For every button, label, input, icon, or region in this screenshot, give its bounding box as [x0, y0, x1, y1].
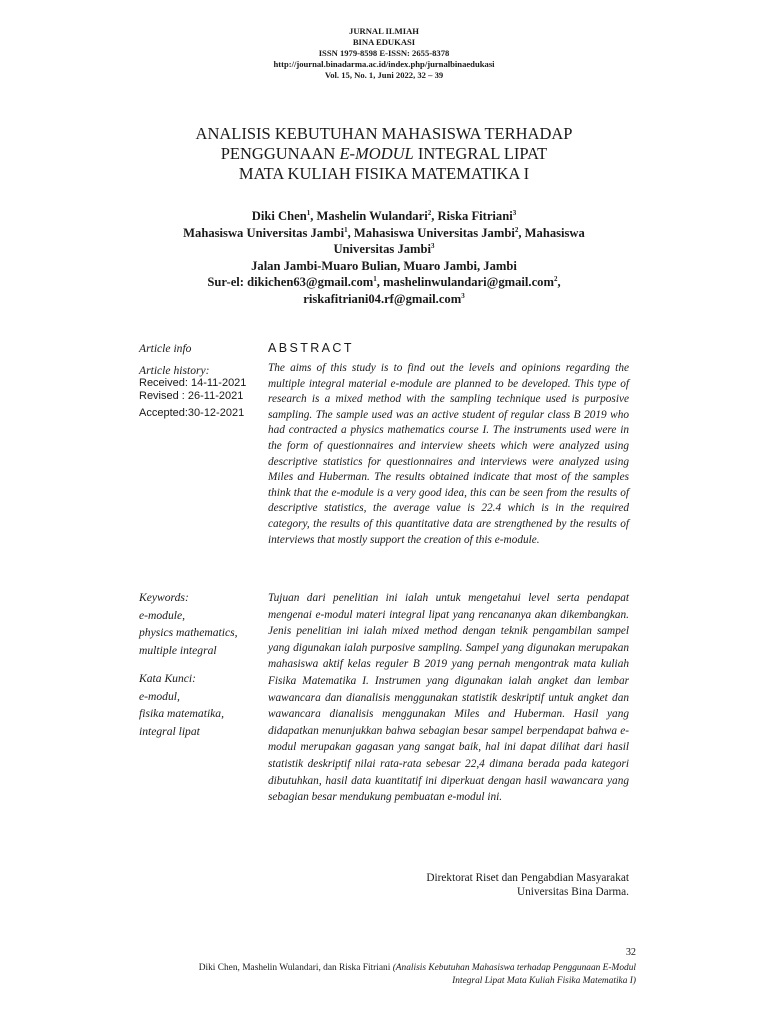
journal-issn: ISSN 1979-8598 E-ISSN: 2655-8378 — [318, 48, 450, 58]
keywords-label: Keywords: — [139, 591, 189, 604]
received-date: Received: 14-11-2021 — [139, 377, 247, 390]
author-sep: , — [310, 209, 317, 223]
affiliation-line-1 — [100, 225, 668, 242]
article-history-label: Article history: — [139, 364, 210, 377]
author-sep: , — [431, 209, 438, 223]
directorate-line-1: Direktorat Riset dan Pengabdian Masyarakat — [426, 872, 629, 884]
journal-name: JURNAL ILMIAH — [349, 26, 419, 36]
footer-line-2: Integral Lipat Mata Kuliah Fisika Matematika I) — [452, 976, 636, 986]
keyword-item: multiple integral — [139, 643, 217, 657]
email-1-sup: 1 — [373, 275, 377, 284]
author-1: Diki Chen — [251, 209, 307, 223]
title-line-3: MATA KULIAH FISIKA MATEMATIKA I — [238, 164, 530, 183]
email-2[interactable]: , mashelinwulandari@gmail.com — [376, 275, 554, 290]
abstract-indonesian: Tujuan dari penelitian ini ialah untuk mengetahui level serta pendapat mengenai e-modul materi integral lipat yang rencananya akan dikembangkan. Jenis penelitian ini ialah mixed method dengan teknik pengambilan sampel yang digunakan ialah purposive sampling. Sampel yang digunakan merupakan mahasiswa aktif kelas reguler B 2019 yang pernah mengontrak mata kuliah Fisika Matematika I. Instrumen yang digunakan ialah angket dan lembar wawancara dan dianalisis menggunakan statistik deskriptif untuk angket dan wawancara dianalisis menggunakan Miles and Huberman. Hasil yang didapatkan menunjukkan bahwa sebagian besar sampel berpendapat bahwa e-modul merupakan gagasan yang sangat baik, hal ini dapat dilihat dari hasil statistik deskriptif nilai rata-rata sebesar 22,4 dimana berada pada kategori dibutuhkan, hasil data kuantitatif ini diperkuat dengan hasil wawancara yang sebagian besar mendukung pembuatan e-modul ini. — [268, 592, 629, 804]
footer-title-1: (Analisis Kebutuhan Mahasiswa terhadap Penggunaan E-Modul — [392, 963, 636, 973]
email-line-2 — [100, 291, 668, 308]
directorate-note — [370, 872, 629, 899]
affiliation-2: , Mahasiswa Universitas Jambi — [347, 225, 515, 240]
keyword-item: physics mathematics, — [139, 626, 238, 639]
author-3: Riska Fitriani — [437, 209, 513, 223]
affiliation-3-sup: 3 — [431, 242, 435, 250]
paper-title — [120, 124, 648, 184]
author-names — [100, 208, 668, 225]
page-number: 32 — [625, 947, 636, 958]
email-3[interactable]: riskafitriani04.rf@gmail.com — [303, 291, 462, 306]
title-line-2-post: INTEGRAL LIPAT — [413, 144, 548, 163]
abstract-english: The aims of this study is to find out the levels and opinions regarding the multiple integral material e-module are planned to be developed. This type of research is a mixed method with the sampling technique used is purposive sampling. The sample used was an active student of regular class B 2019 who had contracted a physics mathematics course I. The instruments used were in the form of questionnaires and interview sheets which were analyzed using descriptive statistics for questionnaires and interviews were analyzed using Miles and Huberman. The results obtained indicate that most of the samples think that the e-module is a very good idea, this can be seen from the results of descriptive statistics, the average value is 22.4 which is in the required category, the results of this quantitative data are strengthened by the results of interviews that mostly support the creation of this e-module. — [268, 362, 629, 546]
title-line-2-pre: PENGGUNAAN — [220, 144, 340, 163]
affiliation-3: Universitas Jambi — [333, 242, 432, 257]
author-address: Jalan Jambi-Muaro Bulian, Muaro Jambi, Jambi — [251, 258, 517, 273]
directorate-line-2: Universitas Bina Darma. — [517, 885, 629, 898]
journal-url[interactable]: http://journal.binadarma.ac.id/index.php/jurnalbinaedukasi — [273, 59, 495, 69]
affiliation-1: Mahasiswa Universitas Jambi — [183, 225, 345, 240]
email-1[interactable]: dikichen63@gmail.com — [247, 275, 374, 290]
author-block — [100, 208, 668, 308]
email-comma: , — [557, 275, 561, 290]
author-3-sup: 3 — [512, 208, 517, 217]
author-1-sup: 1 — [306, 208, 311, 217]
keywords — [139, 589, 259, 659]
kata-kunci — [139, 670, 259, 740]
footer-line-1 — [120, 962, 636, 975]
email-label: Sur-el: — [207, 275, 248, 290]
affiliation-2-sup: 2 — [514, 225, 519, 234]
kata-kunci-item: fisika matematika, — [139, 707, 225, 720]
article-history — [139, 364, 259, 420]
article-info-label: Article info — [139, 342, 192, 355]
footer-authors: Diki Chen, Mashelin Wulandari, dan Riska Fitriani — [198, 963, 393, 973]
email-3-sup: 3 — [461, 291, 465, 300]
title-emodul: E-MODUL — [339, 144, 414, 163]
page-footer — [120, 962, 636, 988]
affiliation-1-sup: 1 — [344, 225, 348, 234]
kata-kunci-item: integral lipat — [139, 724, 200, 738]
affiliation-3-pre: , Mahasiswa — [518, 225, 585, 240]
abstract-heading: ABSTRACT — [268, 341, 354, 355]
keyword-item: e-module, — [139, 608, 186, 622]
kata-kunci-label: Kata Kunci: — [139, 672, 197, 685]
email-line-1 — [100, 274, 668, 291]
author-2-sup: 2 — [427, 208, 432, 217]
journal-volume: Vol. 15, No. 1, Juni 2022, 32 – 39 — [324, 70, 444, 80]
journal-header — [0, 26, 768, 81]
title-line-1: ANALISIS KEBUTUHAN MAHASISWA TERHADAP — [195, 124, 573, 143]
email-2-sup: 2 — [553, 275, 558, 284]
title-line-2 — [120, 144, 648, 164]
author-2: Mashelin Wulandari — [316, 209, 428, 223]
kata-kunci-item: e-modul, — [139, 689, 180, 703]
accepted-date: Accepted:30-12-2021 — [139, 406, 245, 419]
revised-date: Revised : 26-11-2021 — [139, 390, 244, 403]
affiliation-line-2 — [100, 241, 668, 258]
article-info — [139, 342, 259, 355]
journal-subname: BINA EDUKASI — [352, 37, 416, 47]
